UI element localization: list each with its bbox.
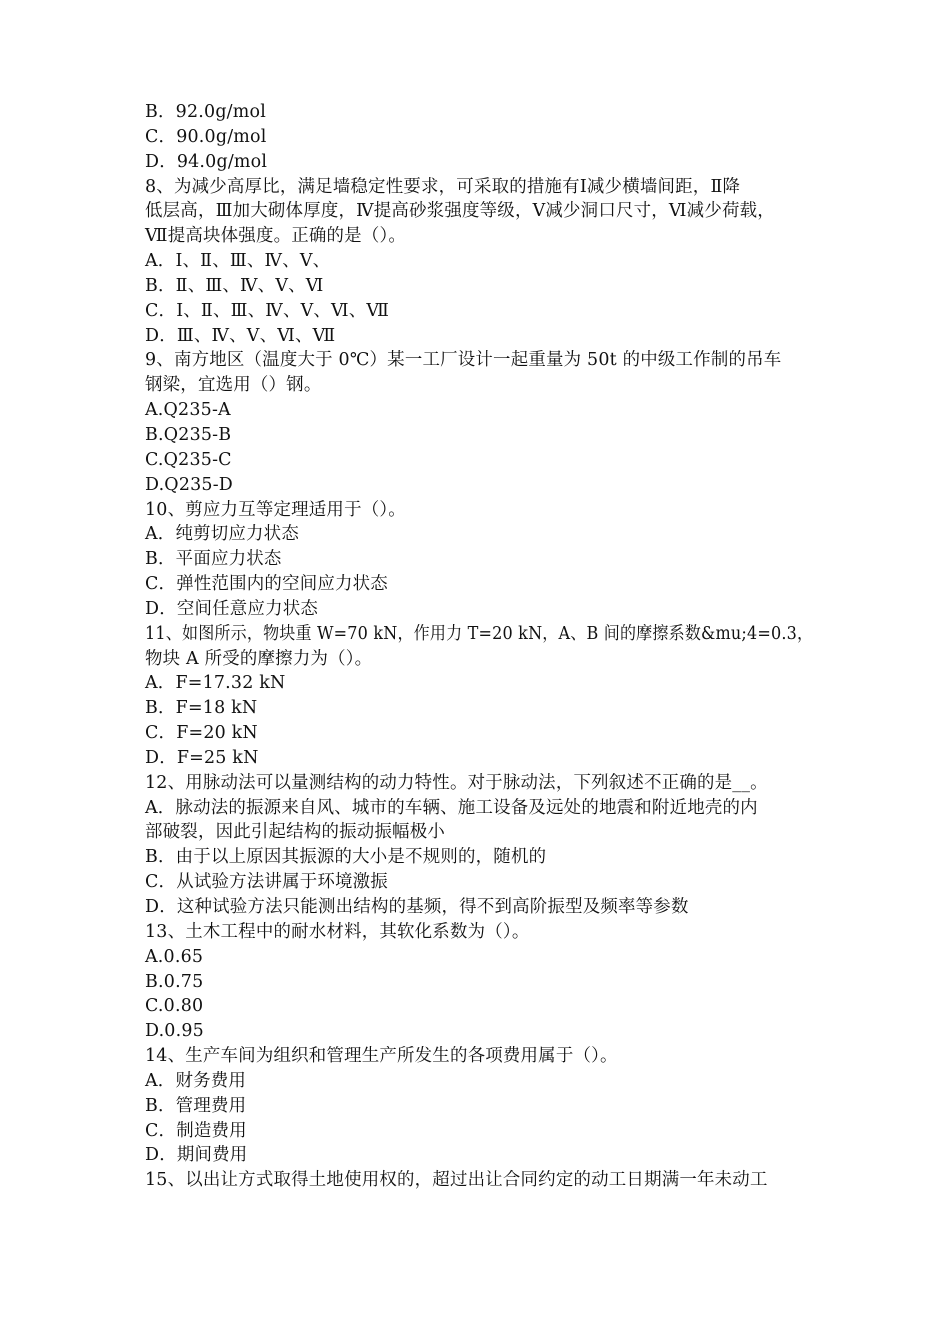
text-line: B．平面应力状态	[145, 549, 282, 570]
text-line: 11、如图所示，物块重 W=70 kN，作用力 T=20 kN，A、B 间的摩擦系数&mu;4=0.3，	[145, 623, 814, 644]
text-line: A.0.65	[145, 946, 204, 967]
text-line: B．92.0g/mol	[145, 102, 266, 122]
text-line: D．Ⅲ、Ⅳ、Ⅴ、Ⅵ、Ⅶ	[145, 325, 336, 346]
text-line: C.Q235-C	[145, 449, 232, 470]
text-line: D．F=25 kN	[145, 747, 259, 768]
text-line: A．F=17.32 kN	[145, 673, 286, 694]
text-line: B．Ⅱ、Ⅲ、Ⅳ、Ⅴ、Ⅵ	[145, 275, 324, 296]
text-line: D．94.0g/mol	[145, 151, 268, 172]
text-line: C．Ⅰ、Ⅱ、Ⅲ、Ⅳ、Ⅴ、Ⅵ、Ⅶ	[145, 300, 390, 321]
text-line: 13、土木工程中的耐水材料，其软化系数为（）。	[145, 921, 530, 942]
text-line: A．财务费用	[145, 1070, 247, 1091]
text-line: 12、用脉动法可以量测结构的动力特性。对于脉动法，下列叙述不正确的是__。	[145, 772, 768, 793]
text-line: B.Q235-B	[145, 424, 232, 445]
text-line: B．由于以上原因其振源的大小是不规则的，随机的	[145, 847, 547, 868]
text-line: 14、生产车间为组织和管理生产所发生的各项费用属于（）。	[145, 1046, 618, 1067]
text-line: 钢梁，宜选用（）钢。	[145, 375, 322, 396]
text-line: C．从试验方法讲属于环境激振	[145, 872, 388, 893]
text-line: D．期间费用	[145, 1145, 248, 1166]
text-line: 物块 A 所受的摩擦力为（）。	[145, 648, 373, 669]
text-line: B．管理费用	[145, 1095, 247, 1116]
text-line: 10、剪应力互等定理适用于（）。	[145, 499, 406, 520]
text-line: 8、为减少高厚比，满足墙稳定性要求，可采取的措施有Ⅰ减少横墙间距，Ⅱ降	[145, 176, 741, 197]
text-line: C．F=20 kN	[145, 723, 258, 744]
text-line: 低层高，Ⅲ加大砌体厚度，Ⅳ提高砂浆强度等级，Ⅴ减少洞口尺寸，Ⅵ减少荷载，	[145, 201, 775, 222]
text-line: A．纯剪切应力状态	[145, 524, 299, 545]
text-line: A．脉动法的振源来自风、城市的车辆、施工设备及远处的地震和附近地壳的内	[145, 797, 758, 818]
text-line: D.Q235-D	[145, 474, 234, 495]
text-line: C．弹性范围内的空间应力状态	[145, 574, 388, 595]
text-line: Ⅶ提高块体强度。正确的是（）。	[145, 226, 407, 247]
text-line: A.Q235-A	[145, 400, 231, 421]
text-line: 9、南方地区（温度大于 0℃）某一工厂设计一起重量为 50t 的中级工作制的吊车	[145, 350, 782, 371]
text-line: D.0.95	[145, 1021, 204, 1042]
text-line: B．F=18 kN	[145, 698, 258, 719]
text-line: A．Ⅰ、Ⅱ、Ⅲ、Ⅳ、Ⅴ、	[145, 251, 331, 272]
document-body	[145, 100, 815, 1193]
text-line: 部破裂，因此引起结构的振动振幅极小	[145, 822, 446, 843]
text-line: 15、以出让方式取得土地使用权的，超过出让合同约定的动工日期满一年未动工	[145, 1170, 768, 1191]
text-line: C．90.0g/mol	[145, 126, 267, 147]
text-line: C.0.80	[145, 996, 204, 1017]
text-line: B.0.75	[145, 971, 204, 992]
text-line: D．这种试验方法只能测出结构的基频，得不到高阶振型及频率等参数	[145, 897, 689, 917]
text-line: C．制造费用	[145, 1120, 247, 1141]
text-line: D．空间任意应力状态	[145, 598, 319, 619]
